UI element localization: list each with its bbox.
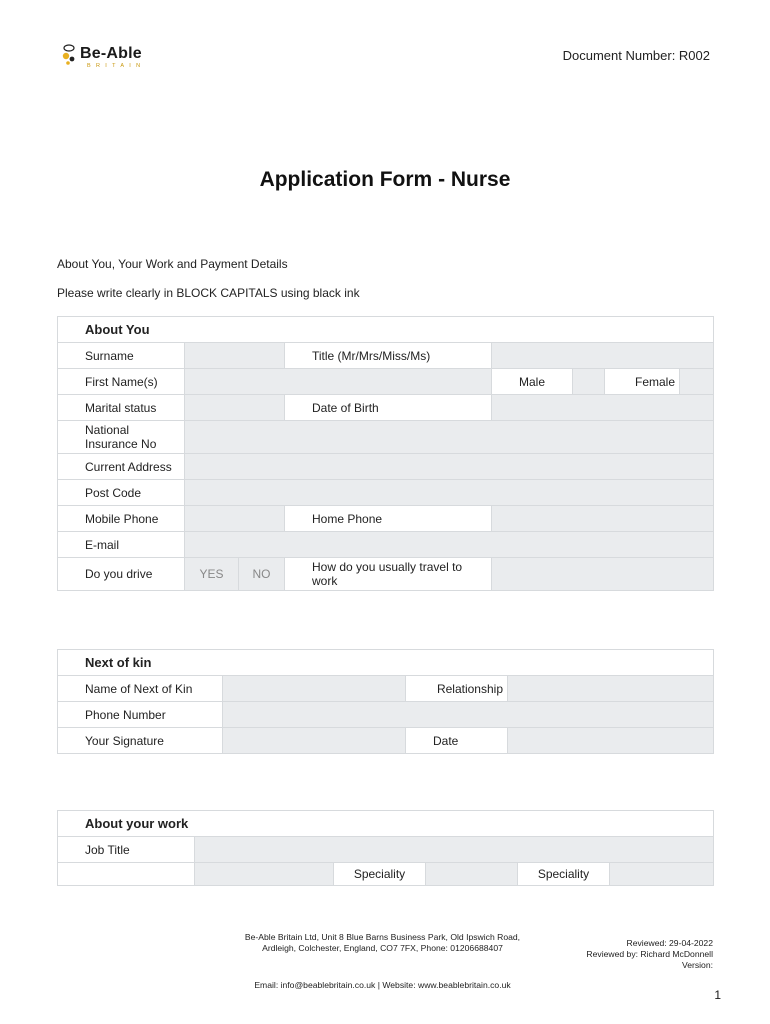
male-label: Male	[492, 369, 573, 395]
speciality-field-2[interactable]	[610, 863, 714, 886]
speciality-label-2: Speciality	[518, 863, 610, 886]
home-phone-field[interactable]	[492, 506, 714, 532]
female-checkbox[interactable]	[680, 369, 714, 395]
speciality-label-1: Speciality	[334, 863, 426, 886]
male-checkbox[interactable]	[573, 369, 605, 395]
job-title-field[interactable]	[195, 837, 714, 863]
relationship-label: Relationship	[406, 676, 508, 702]
title-label: Title (Mr/Mrs/Miss/Ms)	[285, 343, 492, 369]
postcode-label: Post Code	[58, 480, 185, 506]
kin-name-label: Name of Next of Kin	[58, 676, 223, 702]
drive-no-option[interactable]: NO	[239, 558, 285, 591]
review-block	[513, 938, 713, 971]
email-field[interactable]	[185, 532, 714, 558]
date-label: Date	[406, 728, 508, 754]
date-field[interactable]	[508, 728, 714, 754]
work-row-blank	[58, 863, 195, 886]
logo-subtext: BRITAIN	[87, 63, 146, 69]
female-label: Female	[605, 369, 680, 395]
address-field[interactable]	[185, 454, 714, 480]
travel-label: How do you usually travel to work	[285, 558, 492, 591]
page-title: Application Form - Nurse	[259, 168, 511, 191]
about-you-table	[57, 316, 714, 591]
drive-label: Do you drive	[58, 558, 185, 591]
first-names-field[interactable]	[185, 369, 492, 395]
mobile-field[interactable]	[185, 506, 285, 532]
drive-yes-option[interactable]: YES	[185, 558, 239, 591]
reviewed-by: Reviewed by: Richard McDonnell	[586, 949, 713, 959]
next-of-kin-table	[57, 649, 714, 754]
relationship-field[interactable]	[508, 676, 714, 702]
speciality-field-1[interactable]	[426, 863, 518, 886]
title-field[interactable]	[492, 343, 714, 369]
document-number: Document Number: R002	[562, 48, 710, 63]
bee-icon	[60, 42, 82, 66]
marital-status-label: Marital status	[58, 395, 185, 421]
job-title-label: Job Title	[58, 837, 195, 863]
reviewed-date: Reviewed: 29-04-2022	[626, 938, 713, 948]
intro-line-2: Please write clearly in BLOCK CAPITALS using black ink	[57, 286, 360, 300]
footer-address: Be-Able Britain Ltd, Unit 8 Blue Barns Business Park, Old Ipswich Road, Ardleigh, Colchester, England, CO7 7FX, Phone: 01206688407	[244, 932, 521, 953]
about-work-table	[57, 810, 714, 886]
footer-contact: Email: info@beablebritain.co.uk | Website: www.beablebritain.co.uk	[254, 980, 511, 990]
travel-field[interactable]	[492, 558, 714, 591]
ni-label: National Insurance No	[58, 421, 185, 454]
page-number: 1	[714, 988, 721, 1002]
kin-phone-label: Phone Number	[58, 702, 223, 728]
next-of-kin-heading: Next of kin	[58, 650, 714, 676]
address-label: Current Address	[58, 454, 185, 480]
ni-field[interactable]	[185, 421, 714, 454]
surname-field[interactable]	[185, 343, 285, 369]
signature-label: Your Signature	[58, 728, 223, 754]
version: Version:	[681, 960, 713, 970]
company-logo	[60, 42, 160, 72]
intro-line-1: About You, Your Work and Payment Details	[57, 257, 288, 271]
home-phone-label: Home Phone	[285, 506, 492, 532]
kin-name-field[interactable]	[223, 676, 406, 702]
logo-text: Be-Able	[80, 45, 142, 62]
kin-phone-field[interactable]	[223, 702, 714, 728]
postcode-field[interactable]	[185, 480, 714, 506]
first-names-label: First Name(s)	[58, 369, 185, 395]
dob-label: Date of Birth	[285, 395, 492, 421]
about-you-heading: About You	[58, 317, 714, 343]
about-work-heading: About your work	[58, 811, 714, 837]
surname-label: Surname	[58, 343, 185, 369]
mobile-label: Mobile Phone	[58, 506, 185, 532]
marital-status-field[interactable]	[185, 395, 285, 421]
work-field-1[interactable]	[195, 863, 334, 886]
email-label: E-mail	[58, 532, 185, 558]
signature-field[interactable]	[223, 728, 406, 754]
dob-field[interactable]	[492, 395, 714, 421]
